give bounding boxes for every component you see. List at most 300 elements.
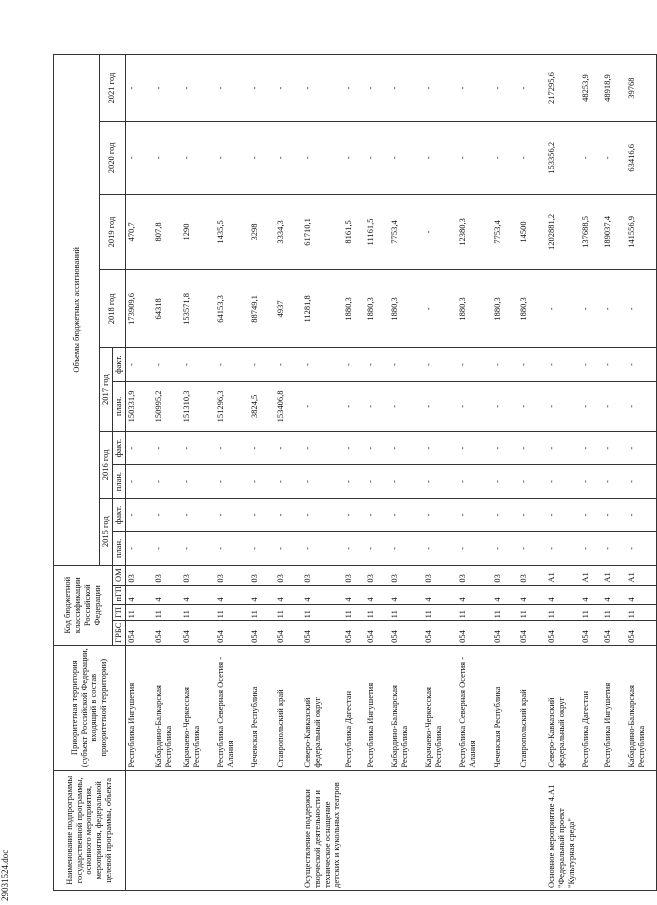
cell-2020: 153356,2 <box>546 122 580 194</box>
cell-grbs: 054 <box>492 621 518 646</box>
cell-2019: 3298 <box>249 194 275 270</box>
cell-gp: 11 <box>389 604 423 621</box>
cell-2016-plan: - <box>249 465 275 498</box>
cell-2017-plan: - <box>365 381 389 431</box>
cell-2020: - <box>580 122 602 194</box>
cell-2017-fact: - <box>153 348 181 381</box>
cell-2020: - <box>275 122 302 194</box>
cell-2017-fact: - <box>492 348 518 381</box>
cell-om: 03 <box>125 565 153 585</box>
table-row <box>215 55 249 891</box>
cell-om: 03 <box>249 565 275 585</box>
cell-pgp: 4 <box>423 585 457 604</box>
header-2019: 2019 год <box>100 194 126 270</box>
cell-pgp: 4 <box>215 585 249 604</box>
cell-2015-plan: - <box>365 532 389 565</box>
cell-2017-plan: - <box>302 381 343 431</box>
cell-name: Осуществление поддержки творческой деятельности и техническое оснащение детских и кукольных театров <box>302 770 343 890</box>
cell-grbs: 054 <box>302 621 343 646</box>
cell-2021: - <box>365 55 389 122</box>
cell-name <box>125 770 153 890</box>
cell-territory: Карачаево-Черкесская Республика <box>181 645 215 770</box>
cell-pgp: 4 <box>153 585 181 604</box>
cell-2017-plan: - <box>389 381 423 431</box>
cell-pgp: 4 <box>181 585 215 604</box>
header-2018: 2018 год <box>100 270 126 348</box>
cell-name <box>626 770 656 890</box>
cell-2015-plan: - <box>343 532 365 565</box>
cell-2017-fact: - <box>215 348 249 381</box>
cell-2015-plan: - <box>518 532 546 565</box>
cell-2015-plan: - <box>457 532 492 565</box>
cell-om: А1 <box>580 565 602 585</box>
cell-territory: Северо-Кавказский федеральный округ <box>546 645 580 770</box>
cell-2017-fact: - <box>125 348 153 381</box>
cell-2016-fact: - <box>546 431 580 464</box>
cell-gp: 11 <box>215 604 249 621</box>
cell-name <box>389 770 423 890</box>
cell-2016-fact: - <box>626 431 656 464</box>
cell-2017-plan: - <box>492 381 518 431</box>
cell-2018: 88749,1 <box>249 270 275 348</box>
cell-grbs: 054 <box>602 621 626 646</box>
cell-2018: 4937 <box>275 270 302 348</box>
cell-grbs: 054 <box>546 621 580 646</box>
cell-grbs: 054 <box>181 621 215 646</box>
cell-pgp: 4 <box>302 585 343 604</box>
cell-2017-plan: 150331,9 <box>125 381 153 431</box>
cell-2017-fact: - <box>181 348 215 381</box>
cell-2021: 48253,9 <box>580 55 602 122</box>
cell-territory: Ставропольский край <box>275 645 302 770</box>
cell-2015-plan: - <box>602 532 626 565</box>
cell-2018: 1880,3 <box>389 270 423 348</box>
cell-2018: - <box>626 270 656 348</box>
cell-2015-fact: - <box>602 498 626 531</box>
cell-2016-plan: - <box>626 465 656 498</box>
table-row <box>249 55 275 891</box>
cell-om: А1 <box>546 565 580 585</box>
cell-2017-fact: - <box>302 348 343 381</box>
cell-2016-fact: - <box>423 431 457 464</box>
cell-gp: 11 <box>249 604 275 621</box>
cell-2015-fact: - <box>302 498 343 531</box>
header-2020: 2020 год <box>100 122 126 194</box>
cell-2020: - <box>457 122 492 194</box>
cell-2017-fact: - <box>518 348 546 381</box>
cell-2015-plan: - <box>580 532 602 565</box>
cell-2016-fact: - <box>457 431 492 464</box>
cell-name <box>602 770 626 890</box>
cell-name <box>215 770 249 890</box>
table-head <box>54 55 126 891</box>
cell-2018: 1880,3 <box>518 270 546 348</box>
cell-grbs: 054 <box>275 621 302 646</box>
cell-gp: 11 <box>302 604 343 621</box>
cell-2016-fact: - <box>249 431 275 464</box>
cell-2017-fact: - <box>343 348 365 381</box>
cell-pgp: 4 <box>457 585 492 604</box>
cell-2019: 12380,3 <box>457 194 492 270</box>
cell-2015-fact: - <box>546 498 580 531</box>
cell-2016-fact: - <box>518 431 546 464</box>
cell-2017-plan: - <box>602 381 626 431</box>
cell-2016-plan: - <box>423 465 457 498</box>
cell-grbs: 054 <box>365 621 389 646</box>
cell-2017-plan: 150995,2 <box>153 381 181 431</box>
header-code-group: Код бюджетной классификации Российской Федерации <box>54 565 113 645</box>
cell-2018: 173909,6 <box>125 270 153 348</box>
header-2015-fact: факт. <box>112 498 125 531</box>
cell-2021: 217295,6 <box>546 55 580 122</box>
cell-2017-plan: 3824,5 <box>249 381 275 431</box>
cell-grbs: 054 <box>249 621 275 646</box>
cell-grbs: 054 <box>518 621 546 646</box>
cell-name <box>457 770 492 890</box>
cell-2017-fact: - <box>365 348 389 381</box>
cell-2016-plan: - <box>457 465 492 498</box>
cell-gp: 11 <box>626 604 656 621</box>
cell-2020: - <box>249 122 275 194</box>
cell-territory: Республика Ингушетия <box>602 645 626 770</box>
cell-2015-fact: - <box>389 498 423 531</box>
cell-2019: 470,7 <box>125 194 153 270</box>
cell-2016-plan: - <box>215 465 249 498</box>
cell-2015-fact: - <box>181 498 215 531</box>
cell-2021: - <box>423 55 457 122</box>
cell-territory: Республика Ингушетия <box>125 645 153 770</box>
cell-2017-fact: - <box>249 348 275 381</box>
cell-2020: - <box>492 122 518 194</box>
cell-2021: - <box>457 55 492 122</box>
cell-territory: Кабардино-Балкарская Республика <box>389 645 423 770</box>
cell-2015-plan: - <box>181 532 215 565</box>
cell-gp: 11 <box>546 604 580 621</box>
cell-gp: 11 <box>153 604 181 621</box>
cell-2017-fact: - <box>423 348 457 381</box>
cell-2017-fact: - <box>275 348 302 381</box>
cell-grbs: 054 <box>389 621 423 646</box>
cell-gp: 11 <box>343 604 365 621</box>
cell-2016-fact: - <box>492 431 518 464</box>
cell-gp: 11 <box>423 604 457 621</box>
table-row <box>546 55 580 891</box>
cell-gp: 11 <box>457 604 492 621</box>
cell-2021: - <box>275 55 302 122</box>
cell-2020: - <box>389 122 423 194</box>
cell-2018: 1880,3 <box>343 270 365 348</box>
cell-2017-fact: - <box>457 348 492 381</box>
cell-name <box>153 770 181 890</box>
cell-2021: 39768 <box>626 55 656 122</box>
cell-gp: 11 <box>275 604 302 621</box>
document-id: 29031524.doc <box>0 849 10 901</box>
cell-2016-fact: - <box>580 431 602 464</box>
cell-om: 03 <box>518 565 546 585</box>
cell-2016-plan: - <box>518 465 546 498</box>
cell-2019: - <box>423 194 457 270</box>
cell-2018: 64153,3 <box>215 270 249 348</box>
cell-grbs: 054 <box>626 621 656 646</box>
cell-2018: 1880,3 <box>457 270 492 348</box>
cell-territory: Ставропольский край <box>518 645 546 770</box>
cell-2019: 11161,5 <box>365 194 389 270</box>
cell-name <box>518 770 546 890</box>
cell-grbs: 054 <box>457 621 492 646</box>
cell-2016-plan: - <box>546 465 580 498</box>
header-grbs: ГРБС <box>112 621 125 646</box>
cell-om: 03 <box>457 565 492 585</box>
cell-territory: Кабардино-Балкарская Республика <box>153 645 181 770</box>
cell-2016-fact: - <box>181 431 215 464</box>
cell-2020: - <box>423 122 457 194</box>
cell-2015-fact: - <box>626 498 656 531</box>
cell-2018: - <box>423 270 457 348</box>
cell-pgp: 4 <box>492 585 518 604</box>
cell-2015-fact: - <box>457 498 492 531</box>
cell-2018: 1880,3 <box>492 270 518 348</box>
cell-2016-plan: - <box>181 465 215 498</box>
cell-territory: Республика Дагестан <box>580 645 602 770</box>
cell-2016-plan: - <box>389 465 423 498</box>
header-2015-plan: план. <box>112 532 125 565</box>
header-gp: ГП <box>112 604 125 621</box>
cell-2016-fact: - <box>365 431 389 464</box>
table-row <box>457 55 492 891</box>
cell-2019: 189037,4 <box>602 194 626 270</box>
cell-2016-plan: - <box>302 465 343 498</box>
cell-2015-fact: - <box>423 498 457 531</box>
cell-2016-plan: - <box>153 465 181 498</box>
cell-om: 03 <box>365 565 389 585</box>
cell-gp: 11 <box>125 604 153 621</box>
cell-2015-fact: - <box>518 498 546 531</box>
cell-2015-fact: - <box>492 498 518 531</box>
cell-2016-fact: - <box>125 431 153 464</box>
cell-2016-plan: - <box>125 465 153 498</box>
cell-2018: 153571,8 <box>181 270 215 348</box>
header-2017-plan: план. <box>112 381 125 431</box>
cell-2017-plan: 153406,8 <box>275 381 302 431</box>
cell-2021: - <box>343 55 365 122</box>
header-volume-group: Объемы бюджетных ассигнований <box>54 55 100 566</box>
cell-2017-fact: - <box>389 348 423 381</box>
cell-2017-plan: - <box>457 381 492 431</box>
cell-2016-plan: - <box>580 465 602 498</box>
header-2017: 2017 год <box>100 348 113 432</box>
cell-2021: - <box>249 55 275 122</box>
cell-2021: - <box>518 55 546 122</box>
cell-2019: 1435,5 <box>215 194 249 270</box>
cell-2021: - <box>125 55 153 122</box>
cell-2019: 3334,3 <box>275 194 302 270</box>
table-row <box>365 55 389 891</box>
cell-2016-fact: - <box>153 431 181 464</box>
cell-name <box>580 770 602 890</box>
cell-2018: 11281,8 <box>302 270 343 348</box>
cell-territory: Республика Северная Осетия - Алания <box>215 645 249 770</box>
cell-2017-fact: - <box>626 348 656 381</box>
header-territory: Приоритетная территория (субъект Российской Федерации, входящий в состав приоритетной территории) <box>54 645 126 770</box>
cell-name <box>181 770 215 890</box>
cell-territory: Республика Северная Осетия - Алания <box>457 645 492 770</box>
table-row <box>518 55 546 891</box>
cell-2017-plan: - <box>626 381 656 431</box>
cell-2019: 7753,4 <box>492 194 518 270</box>
cell-2015-fact: - <box>215 498 249 531</box>
cell-2020: - <box>302 122 343 194</box>
header-2016: 2016 год <box>100 431 113 498</box>
cell-grbs: 054 <box>215 621 249 646</box>
cell-2017-fact: - <box>580 348 602 381</box>
cell-name <box>249 770 275 890</box>
cell-name: Основное мероприятие 4.А1 "Федеральный проект "Культурная среда" <box>546 770 580 890</box>
cell-gp: 11 <box>181 604 215 621</box>
header-2016-fact: факт. <box>112 431 125 464</box>
cell-2016-fact: - <box>343 431 365 464</box>
cell-2020: - <box>518 122 546 194</box>
cell-2015-plan: - <box>153 532 181 565</box>
table-row <box>389 55 423 891</box>
cell-2017-plan: - <box>580 381 602 431</box>
cell-2015-plan: - <box>423 532 457 565</box>
cell-pgp: 4 <box>518 585 546 604</box>
cell-2015-plan: - <box>215 532 249 565</box>
cell-name <box>492 770 518 890</box>
cell-pgp: 4 <box>125 585 153 604</box>
cell-grbs: 054 <box>153 621 181 646</box>
cell-om: 03 <box>423 565 457 585</box>
cell-2020: - <box>343 122 365 194</box>
cell-2021: 48918,9 <box>602 55 626 122</box>
cell-2015-plan: - <box>249 532 275 565</box>
cell-pgp: 4 <box>365 585 389 604</box>
cell-2015-fact: - <box>580 498 602 531</box>
cell-2021: - <box>389 55 423 122</box>
cell-2021: - <box>153 55 181 122</box>
cell-2016-plan: - <box>492 465 518 498</box>
table-row <box>626 55 656 891</box>
header-2017-fact: факт. <box>112 348 125 381</box>
cell-territory: Чеченская Республика <box>492 645 518 770</box>
table-row <box>181 55 215 891</box>
cell-2016-fact: - <box>389 431 423 464</box>
cell-2016-fact: - <box>215 431 249 464</box>
cell-pgp: 4 <box>343 585 365 604</box>
cell-om: 03 <box>343 565 365 585</box>
cell-2021: - <box>492 55 518 122</box>
cell-2015-plan: - <box>275 532 302 565</box>
header-pgp: пГП <box>112 585 125 604</box>
cell-2020: - <box>153 122 181 194</box>
table-row <box>580 55 602 891</box>
cell-gp: 11 <box>580 604 602 621</box>
cell-territory: Чеченская Республика <box>249 645 275 770</box>
cell-2019: 7753,4 <box>389 194 423 270</box>
cell-2020: - <box>365 122 389 194</box>
cell-gp: 11 <box>518 604 546 621</box>
cell-grbs: 054 <box>423 621 457 646</box>
cell-2021: - <box>215 55 249 122</box>
cell-territory: Карачаево-Черкесская Республика <box>423 645 457 770</box>
cell-2016-fact: - <box>275 431 302 464</box>
cell-2015-fact: - <box>249 498 275 531</box>
cell-name <box>275 770 302 890</box>
cell-2018: 64318 <box>153 270 181 348</box>
cell-pgp: 4 <box>546 585 580 604</box>
cell-2019: 61710,1 <box>302 194 343 270</box>
cell-om: 03 <box>275 565 302 585</box>
cell-grbs: 054 <box>343 621 365 646</box>
table-row <box>423 55 457 891</box>
cell-2015-fact: - <box>275 498 302 531</box>
cell-2015-plan: - <box>492 532 518 565</box>
cell-2020: - <box>181 122 215 194</box>
cell-territory: Республика Ингушетия <box>365 645 389 770</box>
cell-2017-plan: - <box>518 381 546 431</box>
header-2016-plan: план. <box>112 465 125 498</box>
cell-2015-plan: - <box>389 532 423 565</box>
cell-2019: 807,8 <box>153 194 181 270</box>
cell-territory: Республика Дагестан <box>343 645 365 770</box>
table-row <box>275 55 302 891</box>
cell-2019: 8161,5 <box>343 194 365 270</box>
cell-2015-fact: - <box>153 498 181 531</box>
cell-2016-fact: - <box>302 431 343 464</box>
cell-2019: 1202881,2 <box>546 194 580 270</box>
cell-om: 03 <box>181 565 215 585</box>
table-row <box>302 55 343 891</box>
table-row <box>343 55 365 891</box>
cell-2017-plan: - <box>343 381 365 431</box>
cell-name <box>343 770 365 890</box>
cell-2017-plan: - <box>546 381 580 431</box>
cell-2016-plan: - <box>602 465 626 498</box>
cell-2017-plan: 151310,3 <box>181 381 215 431</box>
cell-2019: 137688,5 <box>580 194 602 270</box>
cell-2020: - <box>602 122 626 194</box>
header-2015: 2015 год <box>100 498 113 565</box>
cell-name <box>423 770 457 890</box>
cell-2019: 14500 <box>518 194 546 270</box>
cell-pgp: 4 <box>602 585 626 604</box>
cell-2015-fact: - <box>343 498 365 531</box>
cell-2018: - <box>602 270 626 348</box>
cell-2015-plan: - <box>302 532 343 565</box>
cell-territory: Кабардино-Балкарская Республика <box>626 645 656 770</box>
header-om: ОМ <box>112 565 125 585</box>
cell-pgp: 4 <box>626 585 656 604</box>
table-row <box>492 55 518 891</box>
cell-2017-fact: - <box>546 348 580 381</box>
cell-2015-plan: - <box>546 532 580 565</box>
table-row <box>602 55 626 891</box>
cell-om: 03 <box>492 565 518 585</box>
table-row <box>125 55 153 891</box>
cell-grbs: 054 <box>580 621 602 646</box>
cell-2015-fact: - <box>365 498 389 531</box>
cell-2016-plan: - <box>343 465 365 498</box>
cell-gp: 11 <box>365 604 389 621</box>
cell-gp: 11 <box>602 604 626 621</box>
cell-2015-fact: - <box>125 498 153 531</box>
cell-2018: - <box>580 270 602 348</box>
header-name: Наименование подпрограммы государственной программы, основного мероприятия, мероприятия, федеральной целевой программы, объекта <box>54 770 126 890</box>
cell-2015-plan: - <box>125 532 153 565</box>
cell-2016-fact: - <box>602 431 626 464</box>
cell-2021: - <box>181 55 215 122</box>
cell-2016-plan: - <box>275 465 302 498</box>
